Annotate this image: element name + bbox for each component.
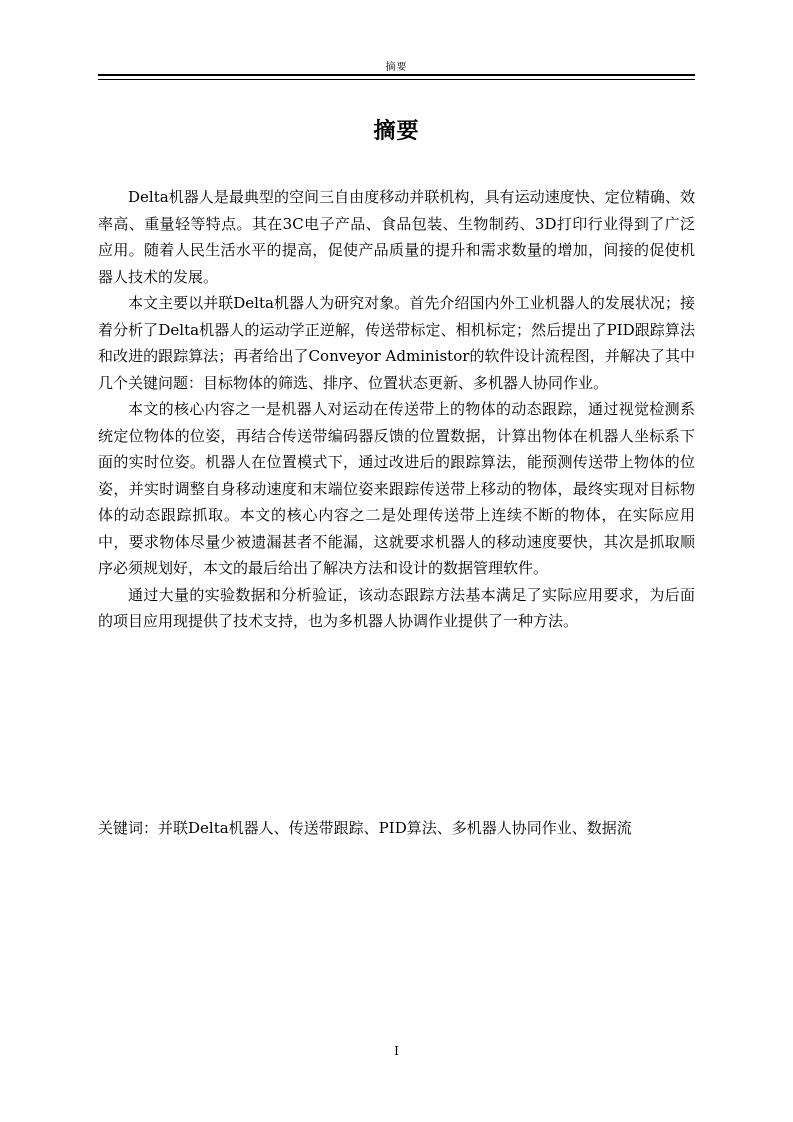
abstract-paragraph-1: Delta机器人是最典型的空间三自由度移动并联机构，具有运动速度快、定位精确、效率高、重量轻等特点。其在3C电子产品、食品包装、生物制药、3D打印行业得到了广泛应用。随着人民生活水平的提高，促使产品质量的提升和需求数量的增加，间接的促使机器人技术的发展。 bbox=[98, 188, 695, 286]
abstract-paragraph-2: 本文主要以并联Delta机器人为研究对象。首先介绍国内外工业机器人的发展状况；接着分析了Delta机器人的运动学正逆解，传送带标定、相机标定；然后提出了PID跟踪算法和改进的跟踪算法；再者给出了Conveyor Administor的软件设计流程图，并解决了其中几个关键问题：目标物体的筛选、排序、位置状态更新、多机器人协同作业。 bbox=[98, 294, 695, 392]
header-rule-thick bbox=[98, 74, 695, 76]
running-header: 摘要 bbox=[385, 62, 408, 73]
abstract-paragraph-4: 通过大量的实验数据和分析验证，该动态跟踪方法基本满足了实际应用要求，为后面的项目应用现提供了技术支持，也为多机器人协调作业提供了一种方法。 bbox=[98, 585, 695, 630]
header-rule-thin bbox=[98, 79, 695, 80]
abstract-paragraph-3: 本文的核心内容之一是机器人对运动在传送带上的物体的动态跟踪，通过视觉检测系统定位物体的位姿，再结合传送带编码器反馈的位置数据，计算出物体在机器人坐标系下面的实时位姿。机器人在位置模式下，通过改进后的跟踪算法，能预测传送带上物体的位姿，并实时调整自身移动速度和末端位姿来跟踪传送带上移动的物体，最终实现对目标物体的动态跟踪抓取。本文的核心内容之二是处理传送带上连续不断的物体，在实际应用中，要求物体尽量少被遗漏甚者不能漏，这就要求机器人的移动速度要快，其次是抓取顺序必须规划好，本文的最后给出了解决方法和设计的数据管理软件。 bbox=[98, 400, 695, 577]
page-number: I bbox=[394, 1044, 399, 1058]
page-title: 摘要 bbox=[373, 118, 420, 144]
keywords-line: 关键词：并联Delta机器人、传送带跟踪、PID算法、多机器人协同作业、数据流 bbox=[98, 819, 632, 837]
abstract-body bbox=[98, 184, 695, 635]
